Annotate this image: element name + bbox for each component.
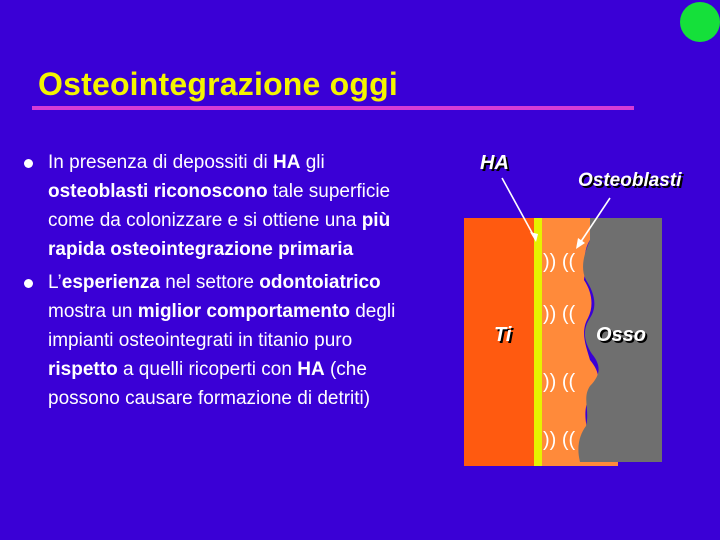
osteoblast-symbol: )) (( xyxy=(543,303,576,325)
bullet-1-segment: tale superficie come da colonizzare e si ottiene una xyxy=(48,181,391,231)
osteoblasti-label: Osteoblasti xyxy=(578,170,682,191)
bullet-1-text xyxy=(48,152,390,260)
bullet-2-segment-bold: miglior comportamento xyxy=(137,301,350,322)
bullet-2-segment: nel settore xyxy=(159,272,260,293)
bullet-2-segment-bold: HA xyxy=(297,359,325,380)
bullet-item-1 xyxy=(24,148,424,264)
bullet-list xyxy=(24,148,424,417)
bullet-2-text xyxy=(48,272,395,409)
status-indicator-dot xyxy=(680,2,720,42)
bullet-1-segment: In presenza di depossiti di xyxy=(48,152,273,173)
ti-label: Ti xyxy=(494,324,512,346)
bullet-2-segment-bold: esperienza xyxy=(61,272,160,293)
implant-diagram xyxy=(440,140,720,480)
bullet-dot-icon xyxy=(24,159,33,168)
bullet-1-segment-bold: osteoblasti riconoscono xyxy=(48,181,268,202)
bullet-dot-icon xyxy=(24,279,33,288)
slide-title: Osteointegrazione oggi xyxy=(38,66,398,102)
bullet-2-segment: a quelli ricoperti con xyxy=(117,359,298,380)
bullet-1-segment: gli xyxy=(300,152,325,173)
bullet-2-segment: degli impianti osteointegrati in titanio puro xyxy=(48,301,396,351)
bullet-2-segment: L’ xyxy=(48,272,62,293)
osteoblast-symbol: )) (( xyxy=(543,251,576,273)
bullet-2-segment: mostra un xyxy=(48,301,138,322)
osteoblast-symbol: )) (( xyxy=(543,429,576,451)
bullet-1-segment-bold: più rapida osteointegrazione primaria xyxy=(48,210,391,260)
bullet-1-segment-bold: HA xyxy=(272,152,301,173)
ha-interface-strip xyxy=(534,218,542,466)
bullet-2-segment-bold: odontoiatrico xyxy=(259,272,381,293)
title-underline xyxy=(32,106,634,110)
bullet-2-segment-bold: rispetto xyxy=(48,359,118,380)
bullet-2-segment: (che possono causare formazione di detriti) xyxy=(48,359,371,409)
osso-label: Osso xyxy=(596,324,647,346)
osteoblast-symbol: )) (( xyxy=(543,371,576,393)
bullet-item-2 xyxy=(24,268,424,413)
ha-label: HA xyxy=(480,152,509,174)
